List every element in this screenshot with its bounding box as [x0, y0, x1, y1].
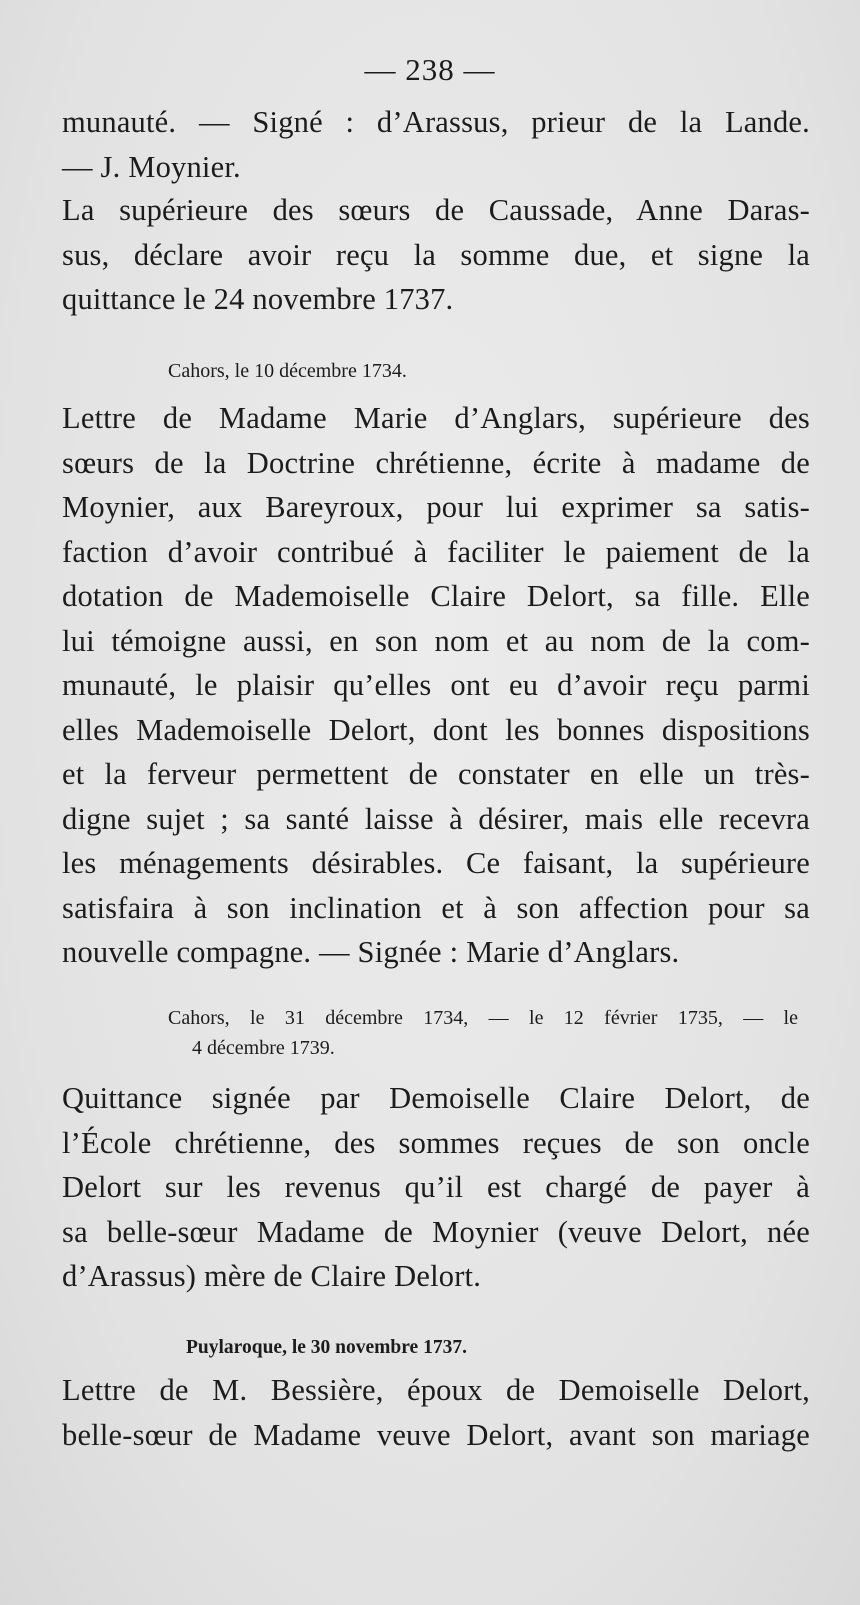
date-heading-2: [168, 1003, 798, 1063]
text-line: satisfaira à son inclination et à son affection pour sa: [62, 890, 810, 925]
paragraph-3: [62, 396, 810, 975]
text-line: — J. Moynier.: [62, 149, 241, 184]
paragraph-1: [62, 100, 810, 189]
text-line: l’École chrétienne, des sommes reçues de son oncle: [62, 1125, 810, 1160]
text-line: munauté. — Signé : d’Arassus, prieur de la Lande.: [62, 105, 810, 139]
date-heading-3: Puylaroque, le 30 novembre 1737.: [186, 1337, 467, 1358]
text-line: lui témoigne aussi, en son nom et au nom de la com-: [62, 623, 810, 658]
date-heading-1: Cahors, le 10 décembre 1734.: [168, 360, 407, 382]
text-line: Lettre de M. Bessière, époux de Demoiselle Delort,: [62, 1373, 810, 1407]
paragraph-4: [62, 1076, 810, 1299]
text-line: Lettre de Madame Marie d’Anglars, supérieure des: [62, 401, 810, 435]
text-line: elles Mademoiselle Delort, dont les bonnes dispositions: [62, 712, 810, 747]
paragraph-5: [62, 1368, 810, 1457]
paragraph-2: [62, 188, 810, 322]
text-line: Moynier, aux Bareyroux, pour lui exprimer sa satis-: [62, 490, 810, 524]
text-line: d’Arassus) mère de Claire Delort.: [62, 1259, 482, 1293]
heading-line: Cahors, le 31 décembre 1734, — le 12 février 1735, — le: [168, 1007, 798, 1029]
text-line: digne sujet ; sa santé laisse à désirer, mais elle recevra: [62, 801, 810, 836]
text-line: et la ferveur permettent de constater en elle un très-: [62, 757, 810, 791]
text-line: sus, déclare avoir reçu la somme due, et signe la: [62, 237, 810, 272]
text-line: Delort sur les revenus qu’il est chargé de payer à: [62, 1170, 810, 1204]
text-line: Quittance signée par Demoiselle Claire Delort, de: [62, 1081, 810, 1115]
heading-line: 4 décembre 1739.: [192, 1037, 335, 1059]
text-line: quittance le 24 novembre 1737.: [62, 282, 454, 316]
text-line: belle-sœur de Madame veuve Delort, avant son mariage: [62, 1417, 810, 1452]
page-number: — 238 —: [364, 52, 496, 87]
text-line: munauté, le plaisir qu’elles ont eu d’avoir reçu parmi: [62, 668, 810, 702]
text-line: nouvelle compagne. — Signée : Marie d’Anglars.: [62, 935, 680, 969]
text-line: les ménagements désirables. Ce faisant, la supérieure: [62, 846, 810, 880]
text-line: La supérieure des sœurs de Caussade, Anne Daras-: [62, 193, 810, 227]
text-line: sa belle-sœur Madame de Moynier (veuve Delort, née: [62, 1214, 810, 1249]
text-line: faction d’avoir contribué à faciliter le paiement de la: [62, 534, 810, 569]
text-line: dotation de Mademoiselle Claire Delort, sa fille. Elle: [62, 579, 810, 613]
text-line: sœurs de la Doctrine chrétienne, écrite à madame de: [62, 445, 810, 480]
